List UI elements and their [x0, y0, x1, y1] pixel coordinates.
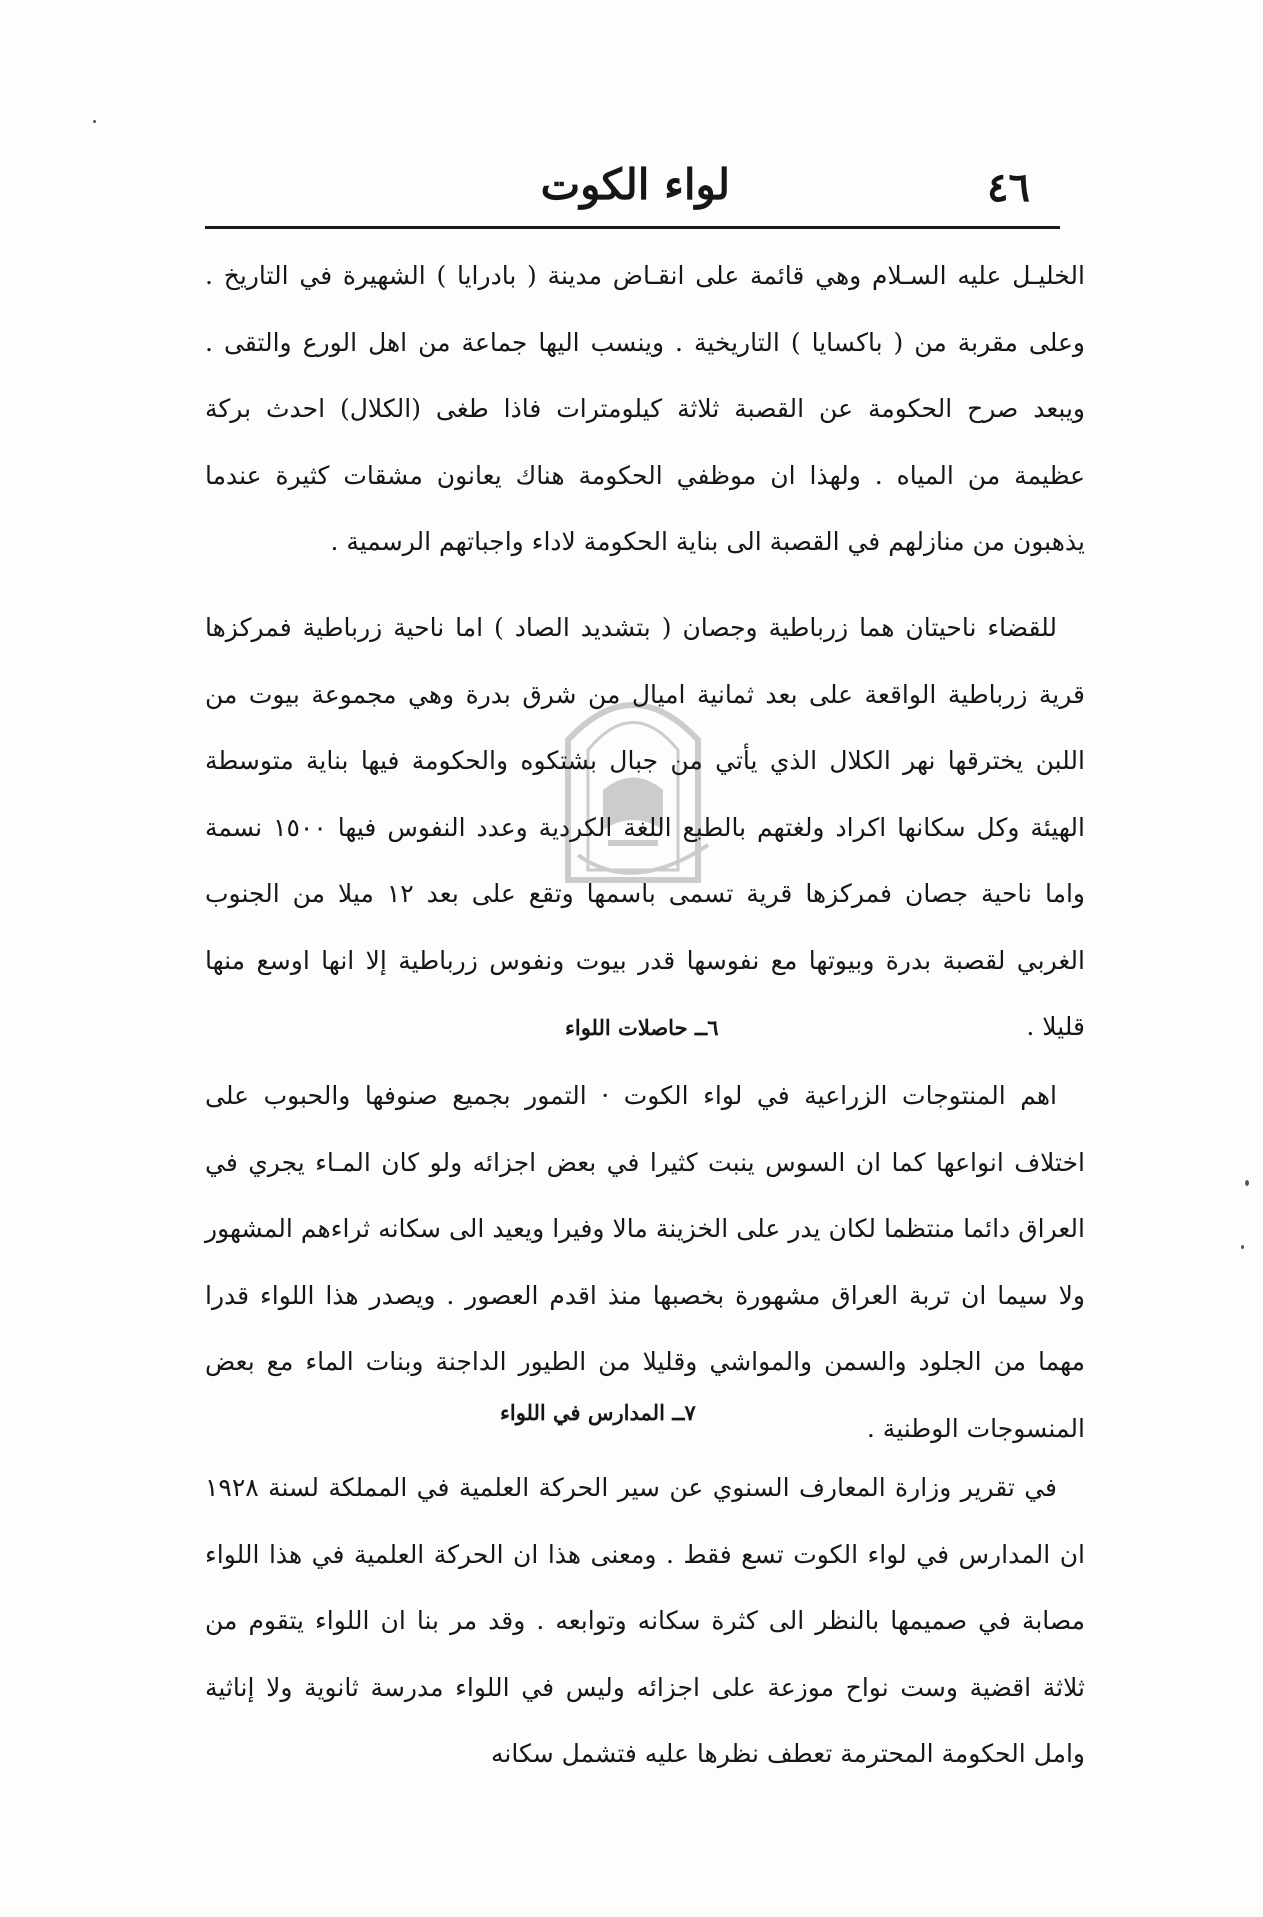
- paragraph-text: اهم المنتوجات الزراعية في لواء الكوت · التمور بجميع صنوفها والحبوب على اختلاف انواعها كما ان السوس ينبت كثيرا في بعض اجزائه ولو كان المـاء يجري في العراق دائما منتظما لكان يدر على الخزينة مالا وفيرا ويعيد الى سكانه ثراءهم المشهور ولا سيما ان تربة العراق مشهورة بخصبها منذ اقدم العصور . ويصدر هذا اللواء قدرا مهما من الجلود والسمن والمواشي وقليلا من الطيور الداجنة وبنات الماء مع بعض المنسوجات الوطنية .: [205, 1081, 1085, 1443]
- page-header: [205, 160, 1060, 230]
- paragraph-text: للقضاء ناحيتان هما زرباطية وجصان ( بتشديد الصاد ) اما ناحية زرباطية فمركزها قرية زرباطية الواقعة على بعد ثمانية اميال من شرق بدرة وهي مجموعة بيوت من اللبن يخترقها نهر الكلال الذي يأتي من جبال بشتكوه والحكومة فيها بناية متوسطة الهيئة وكل سكانها اكراد ولغتهم بالطبع اللغة الكردية وعدد النفوس فيها ١٥٠٠ نسمة واما ناحية جصان فمركزها قرية تسمى باسمها وتقع على بعد ١٢ ميلا من الجنوب الغربي لقصبة بدرة وبيوتها مع نفوسها قدر بيوت ونفوس زرباطية إلا انها اوسع منها قليلا .: [205, 613, 1085, 1041]
- scan-speck: [1245, 1180, 1249, 1186]
- library-seal-watermark-icon: [548, 680, 718, 890]
- scan-speck: [93, 120, 96, 123]
- section-heading-schools: ٧ــ المدارس في اللواء: [500, 1400, 696, 1425]
- paragraph-text: في تقرير وزارة المعارف السنوي عن سير الحركة العلمية في المملكة لسنة ١٩٢٨ ان المدارس في لواء الكوت تسع فقط . ومعنى هذا ان الحركة العلمية في هذا اللواء مصابة في صميمها بالنظر الى كثرة سكانه وتوابعه . وقد مر بنا ان اللواء يتقوم من ثلاثة اقضية وست نواح موزعة على اجزائه وليس في اللواء مدرسة ثانوية ولا إناثية وامل الحكومة المحترمة تعطف نظرها عليه فتشمل سكانه: [205, 1473, 1085, 1768]
- header-divider: [205, 226, 1060, 229]
- section-heading-products: ٦ــ حاصلات اللواء: [565, 1015, 719, 1040]
- paragraph-continuation: [205, 243, 1085, 576]
- running-title: لواء الكوت: [540, 160, 730, 209]
- scan-speck: [1241, 1245, 1244, 1249]
- page-number: ٤٦: [987, 164, 1030, 211]
- paragraph-text: الخليـل عليه السـلام وهي قائمة على انقـاض مدينة ( بادرايا ) الشهيرة في التاريخ . وعلى مقربة من ( باكسايا ) التاريخية . وينسب اليها جماعة من اهل الورع والتقى . ويبعد صرح الحكومة عن القصبة ثلاثة كيلومترات فاذا طغى (الكلال) احدث بركة عظيمة من المياه . ولهذا ان موظفي الحكومة هناك يعانون مشقات كثيرة عندما يذهبون من منازلهم في القصبة الى بناية الحكومة لاداء واجباتهم الرسمية .: [205, 261, 1085, 556]
- paragraph-schools: [205, 1455, 1085, 1788]
